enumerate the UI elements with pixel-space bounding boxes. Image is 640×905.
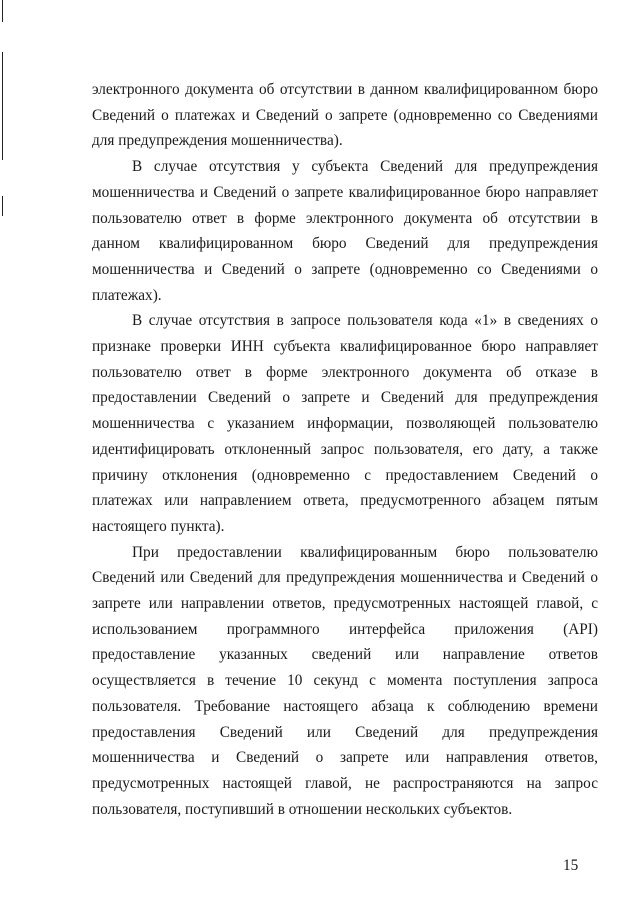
paragraph-api-timing: При предоставлении квалифицированным бюро пользователю Сведений или Сведений для предупреждения мошенничества и Сведений о запрете или направлении ответов, предусмотренных настоящей главой, с использованием программного интерфейса приложения (API) предоставление указанных сведений или направление ответов осуществляется в течение 10 секунд с момента поступления запроса пользователя. Требование настоящего абзаца к соблюдению времени предоставления Сведений или Сведений для предупреждения мошенничества и Сведений о запрете или направления ответов, предусмотренных настоящей главой, не распространяются на запрос пользователя, поступивший в отношении нескольких субъектов.: [92, 543, 598, 818]
page-number: 15: [563, 857, 579, 874]
paragraph-no-fraud-data: В случае отсутствия у субъекта Сведений для предупреждения мошенничества и Сведений о запрете квалифицированное бюро направляет пользователю ответ в форме электронного документа об отсутствии в данном квалифицированном бюро Сведений для предупреждения мошенничества и Сведений о запрете (одновременно со Сведениями о платежах).: [92, 158, 598, 304]
margin-mark-middle: [2, 196, 3, 216]
paragraph-missing-inn-code: В случае отсутствия в запросе пользователя кода «1» в сведениях о признаке проверки ИНН субъекта квалифицированное бюро направляет пользователю ответ в форме электронного документа об отказе в предоставлении Сведений о запрете и Сведений для предупреждения мошенничества с указанием информации, позволяющей пользователю идентифицировать отклоненный запрос пользователя, его дату, а также причину отклонения (одновременно с предоставлением Сведений о платежах или направлением ответа, предусмотренного абзацем пятым настоящего пункта).: [92, 312, 598, 535]
paragraph-continuation: электронного документа об отсутствии в данном квалифицированном бюро Сведений о платежах и Сведений о запрете (одновременно со Сведениями для предупреждения мошенничества).: [92, 81, 598, 150]
margin-mark-top: [2, 0, 3, 22]
margin-mark-left: [2, 52, 3, 160]
document-body: [92, 77, 598, 822]
